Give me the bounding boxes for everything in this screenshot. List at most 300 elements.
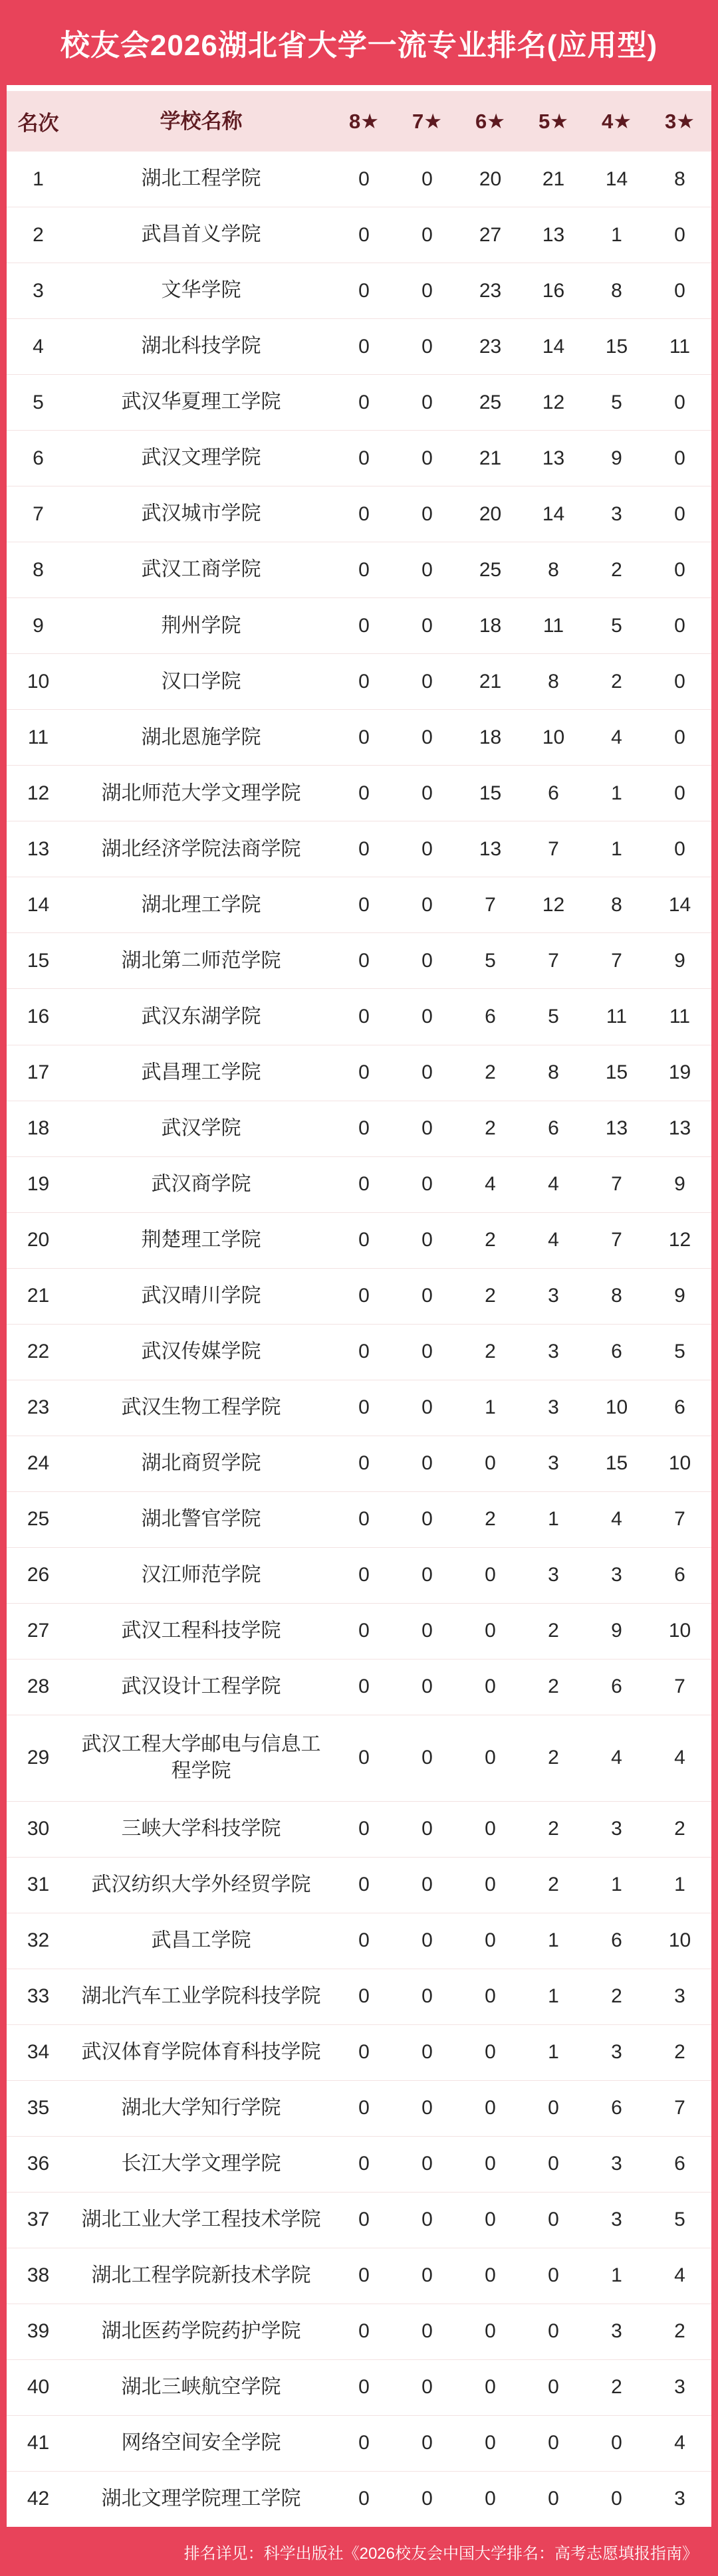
rank-cell: 29 bbox=[27, 1747, 50, 1769]
star-7-cell: 0 bbox=[421, 1747, 433, 1769]
star-7-cell: 0 bbox=[421, 558, 433, 581]
school-cell: 湖北恩施学院 bbox=[141, 726, 261, 748]
header-cell-7star: 7★ bbox=[412, 109, 443, 133]
star-4-cell: 2 bbox=[611, 2376, 622, 2399]
star-3-cell: 3 bbox=[674, 1985, 685, 2008]
star-8-cell: 0 bbox=[358, 335, 370, 358]
table-row bbox=[7, 263, 711, 318]
rank-cell: 31 bbox=[27, 1874, 50, 1896]
star-5-cell: 0 bbox=[548, 2097, 559, 2119]
school-cell: 武汉华夏理工学院 bbox=[121, 391, 281, 413]
star-5-cell: 2 bbox=[548, 1874, 559, 1896]
school-cell: 湖北商贸学院 bbox=[141, 1451, 261, 1474]
star-6-cell: 25 bbox=[479, 558, 502, 581]
star-7-cell: 0 bbox=[421, 1675, 433, 1698]
rank-cell: 30 bbox=[27, 1818, 50, 1840]
star-6-cell: 0 bbox=[485, 2488, 496, 2510]
rank-cell: 37 bbox=[27, 2208, 50, 2231]
star-5-cell: 2 bbox=[548, 1620, 559, 1642]
star-8-cell: 0 bbox=[358, 2097, 370, 2119]
table-row bbox=[7, 653, 711, 709]
title-separator bbox=[7, 85, 711, 91]
star-6-cell: 23 bbox=[479, 335, 502, 358]
star-4-cell: 6 bbox=[611, 1341, 622, 1363]
star-8-cell: 0 bbox=[358, 1005, 370, 1027]
star-4-cell: 15 bbox=[605, 1452, 628, 1475]
rank-cell: 18 bbox=[27, 1117, 50, 1140]
school-cell: 汉口学院 bbox=[161, 670, 241, 693]
table-header-row bbox=[7, 91, 711, 152]
star-7-cell: 0 bbox=[421, 2320, 433, 2343]
star-6-cell: 2 bbox=[485, 1285, 496, 1307]
star-3-cell: 6 bbox=[674, 1564, 685, 1586]
star-6-cell: 1 bbox=[485, 1396, 496, 1419]
rank-cell: 22 bbox=[27, 1341, 50, 1363]
table-row bbox=[7, 2471, 711, 2527]
table-row bbox=[7, 1491, 711, 1547]
rank-cell: 10 bbox=[27, 670, 50, 693]
star-8-cell: 0 bbox=[358, 782, 370, 804]
star-4-cell: 9 bbox=[611, 447, 622, 469]
star-5-cell: 14 bbox=[542, 335, 565, 358]
school-cell: 文华学院 bbox=[161, 279, 241, 302]
table-row bbox=[7, 1436, 711, 1491]
school-cell: 汉江师范学院 bbox=[141, 1564, 261, 1586]
table-row bbox=[7, 1547, 711, 1603]
rank-cell: 34 bbox=[27, 2041, 50, 2064]
rank-cell: 28 bbox=[27, 1675, 50, 1698]
star-3-cell: 0 bbox=[674, 279, 685, 302]
star-4-cell: 6 bbox=[611, 1675, 622, 1698]
table-row bbox=[7, 152, 711, 207]
star-5-cell: 2 bbox=[548, 1747, 559, 1769]
table-row bbox=[7, 486, 711, 542]
star-6-cell: 27 bbox=[479, 223, 502, 246]
star-4-cell: 7 bbox=[611, 1229, 622, 1251]
star-7-cell: 0 bbox=[421, 1564, 433, 1586]
table-row bbox=[7, 1801, 711, 1857]
star-8-cell: 0 bbox=[358, 1508, 370, 1531]
star-5-cell: 7 bbox=[548, 949, 559, 972]
star-8-cell: 0 bbox=[358, 2432, 370, 2454]
school-cell: 武汉体育学院体育科技学院 bbox=[81, 2040, 321, 2063]
table-row bbox=[7, 207, 711, 263]
star-3-cell: 1 bbox=[674, 1874, 685, 1896]
star-6-cell: 2 bbox=[485, 1229, 496, 1251]
school-cell: 湖北第二师范学院 bbox=[121, 949, 281, 972]
school-cell: 武汉生物工程学院 bbox=[121, 1396, 281, 1418]
star-5-cell: 12 bbox=[542, 893, 565, 916]
table-row bbox=[7, 877, 711, 932]
table-row bbox=[7, 374, 711, 430]
star-6-cell: 0 bbox=[485, 2153, 496, 2175]
rank-cell: 2 bbox=[33, 223, 44, 246]
star-4-cell: 10 bbox=[605, 1396, 628, 1419]
star-8-cell: 0 bbox=[358, 1985, 370, 2008]
star-4-cell: 3 bbox=[611, 2041, 622, 2064]
star-3-cell: 11 bbox=[669, 335, 691, 358]
star-6-cell: 21 bbox=[479, 447, 502, 469]
star-6-cell: 7 bbox=[485, 893, 496, 916]
table-row bbox=[7, 430, 711, 486]
star-6-cell: 6 bbox=[485, 1005, 496, 1027]
star-6-cell: 23 bbox=[479, 279, 502, 302]
star-3-cell: 0 bbox=[674, 614, 685, 637]
rank-cell: 24 bbox=[27, 1452, 50, 1475]
star-5-cell: 1 bbox=[548, 1508, 559, 1531]
star-5-cell: 4 bbox=[548, 1229, 559, 1251]
star-6-cell: 0 bbox=[485, 1452, 496, 1475]
star-5-cell: 8 bbox=[548, 670, 559, 693]
star-5-cell: 2 bbox=[548, 1818, 559, 1840]
rank-cell: 5 bbox=[33, 391, 44, 413]
star-8-cell: 0 bbox=[358, 614, 370, 637]
star-7-cell: 0 bbox=[421, 782, 433, 804]
table-row bbox=[7, 1659, 711, 1715]
star-7-cell: 0 bbox=[421, 1341, 433, 1363]
star-5-cell: 4 bbox=[548, 1173, 559, 1196]
star-4-cell: 11 bbox=[606, 1005, 628, 1027]
star-7-cell: 0 bbox=[421, 391, 433, 413]
star-7-cell: 0 bbox=[421, 1285, 433, 1307]
star-4-cell: 7 bbox=[611, 949, 622, 972]
star-4-cell: 9 bbox=[611, 1620, 622, 1642]
star-7-cell: 0 bbox=[421, 1117, 433, 1140]
star-4-cell: 2 bbox=[611, 670, 622, 693]
header-cell-8star: 8★ bbox=[348, 109, 380, 133]
rank-cell: 15 bbox=[27, 949, 50, 972]
star-8-cell: 0 bbox=[358, 1396, 370, 1419]
table-row bbox=[7, 1715, 711, 1801]
star-8-cell: 0 bbox=[358, 1747, 370, 1769]
star-5-cell: 3 bbox=[548, 1341, 559, 1363]
star-6-cell: 0 bbox=[485, 1874, 496, 1896]
star-3-cell: 6 bbox=[674, 2153, 685, 2175]
star-3-cell: 7 bbox=[674, 2097, 685, 2119]
star-6-cell: 2 bbox=[485, 1117, 496, 1140]
table-row bbox=[7, 318, 711, 374]
star-7-cell: 0 bbox=[421, 726, 433, 748]
star-7-cell: 0 bbox=[421, 279, 433, 302]
star-7-cell: 0 bbox=[421, 2432, 433, 2454]
star-5-cell: 8 bbox=[548, 558, 559, 581]
star-4-cell: 8 bbox=[611, 893, 622, 916]
star-3-cell: 10 bbox=[668, 1620, 691, 1642]
star-3-cell: 12 bbox=[668, 1229, 691, 1251]
rank-cell: 1 bbox=[33, 167, 44, 190]
table-row bbox=[7, 2304, 711, 2359]
star-3-cell: 0 bbox=[674, 558, 685, 581]
school-cell: 武汉纺织大学外经贸学院 bbox=[91, 1873, 311, 1895]
star-7-cell: 0 bbox=[421, 1005, 433, 1027]
school-cell: 湖北工程学院 bbox=[141, 167, 261, 190]
rank-cell: 6 bbox=[33, 447, 44, 469]
star-8-cell: 0 bbox=[358, 1929, 370, 1952]
table-row bbox=[7, 988, 711, 1044]
star-4-cell: 3 bbox=[611, 502, 622, 525]
star-4-cell: 1 bbox=[611, 1874, 622, 1896]
star-8-cell: 0 bbox=[358, 167, 370, 190]
star-8-cell: 0 bbox=[358, 949, 370, 972]
star-6-cell: 2 bbox=[485, 1341, 496, 1363]
star-4-cell: 1 bbox=[611, 782, 622, 804]
star-5-cell: 13 bbox=[542, 223, 565, 246]
star-3-cell: 9 bbox=[674, 949, 685, 972]
star-8-cell: 0 bbox=[358, 2376, 370, 2399]
table-row bbox=[7, 932, 711, 988]
star-7-cell: 0 bbox=[421, 2153, 433, 2175]
star-8-cell: 0 bbox=[358, 279, 370, 302]
star-7-cell: 0 bbox=[421, 1452, 433, 1475]
star-6-cell: 20 bbox=[479, 502, 502, 525]
star-3-cell: 3 bbox=[674, 2376, 685, 2399]
rank-cell: 21 bbox=[27, 1285, 50, 1307]
star-8-cell: 0 bbox=[358, 2488, 370, 2510]
title-band bbox=[0, 0, 718, 85]
star-7-cell: 0 bbox=[421, 893, 433, 916]
star-3-cell: 10 bbox=[668, 1452, 691, 1475]
star-4-cell: 0 bbox=[611, 2488, 622, 2510]
star-3-cell: 0 bbox=[674, 391, 685, 413]
star-5-cell: 21 bbox=[542, 167, 565, 190]
star-5-cell: 7 bbox=[548, 837, 559, 860]
school-cell: 湖北工业大学工程技术学院 bbox=[81, 2208, 321, 2231]
school-cell: 武汉设计工程学院 bbox=[121, 1675, 281, 1698]
star-4-cell: 7 bbox=[611, 1173, 622, 1196]
star-3-cell: 2 bbox=[674, 2320, 685, 2343]
star-4-cell: 8 bbox=[611, 1285, 622, 1307]
table-row bbox=[7, 1268, 711, 1324]
school-cell: 武汉工商学院 bbox=[141, 558, 261, 581]
star-5-cell: 6 bbox=[548, 782, 559, 804]
star-6-cell: 5 bbox=[485, 949, 496, 972]
rank-cell: 40 bbox=[27, 2376, 50, 2399]
school-cell: 长江大学文理学院 bbox=[121, 2153, 281, 2175]
star-4-cell: 5 bbox=[611, 391, 622, 413]
header-cell-school: 学校名称 bbox=[160, 109, 243, 133]
table-row bbox=[7, 1156, 711, 1212]
star-7-cell: 0 bbox=[421, 837, 433, 860]
star-3-cell: 9 bbox=[674, 1285, 685, 1307]
star-6-cell: 21 bbox=[479, 670, 502, 693]
star-4-cell: 3 bbox=[611, 2320, 622, 2343]
school-cell: 武汉文理学院 bbox=[141, 447, 261, 469]
star-6-cell: 0 bbox=[485, 2320, 496, 2343]
school-cell: 湖北工程学院新技术学院 bbox=[91, 2264, 311, 2287]
table-row bbox=[7, 1913, 711, 1969]
star-8-cell: 0 bbox=[358, 1117, 370, 1140]
star-4-cell: 13 bbox=[605, 1117, 628, 1140]
star-3-cell: 0 bbox=[674, 223, 685, 246]
star-7-cell: 0 bbox=[421, 1620, 433, 1642]
star-8-cell: 0 bbox=[358, 391, 370, 413]
star-3-cell: 0 bbox=[674, 782, 685, 804]
school-cell: 武汉工程科技学院 bbox=[121, 1620, 281, 1642]
star-3-cell: 6 bbox=[674, 1396, 685, 1419]
star-4-cell: 15 bbox=[605, 1061, 628, 1084]
star-7-cell: 0 bbox=[421, 447, 433, 469]
star-7-cell: 0 bbox=[421, 223, 433, 246]
star-8-cell: 0 bbox=[358, 726, 370, 748]
school-cell: 武汉商学院 bbox=[151, 1172, 251, 1195]
star-4-cell: 1 bbox=[611, 223, 622, 246]
star-4-cell: 5 bbox=[611, 614, 622, 637]
table-row bbox=[7, 597, 711, 653]
school-cell: 湖北医药学院药护学院 bbox=[101, 2320, 301, 2343]
star-6-cell: 0 bbox=[485, 1564, 496, 1586]
rank-cell: 4 bbox=[33, 335, 44, 358]
star-6-cell: 18 bbox=[479, 614, 502, 637]
star-7-cell: 0 bbox=[421, 2264, 433, 2287]
school-cell: 湖北经济学院法商学院 bbox=[101, 837, 301, 860]
star-8-cell: 0 bbox=[358, 2264, 370, 2287]
rank-cell: 38 bbox=[27, 2264, 50, 2287]
star-7-cell: 0 bbox=[421, 335, 433, 358]
star-7-cell: 0 bbox=[421, 1985, 433, 2008]
star-5-cell: 16 bbox=[542, 279, 565, 302]
star-4-cell: 4 bbox=[611, 1747, 622, 1769]
footer-note: 排名详见：科学出版社《2026校友会中国大学排名：高考志愿填报指南》 bbox=[183, 2544, 698, 2563]
rank-cell: 8 bbox=[33, 558, 44, 581]
school-cell: 湖北三峡航空学院 bbox=[121, 2376, 281, 2399]
table-row bbox=[7, 1101, 711, 1156]
star-7-cell: 0 bbox=[421, 1396, 433, 1419]
star-5-cell: 5 bbox=[548, 1005, 559, 1027]
star-3-cell: 14 bbox=[668, 893, 691, 916]
rank-cell: 27 bbox=[27, 1620, 50, 1642]
star-3-cell: 0 bbox=[674, 726, 685, 748]
star-7-cell: 0 bbox=[421, 1508, 433, 1531]
star-3-cell: 10 bbox=[668, 1929, 691, 1952]
star-5-cell: 3 bbox=[548, 1564, 559, 1586]
star-7-cell: 0 bbox=[421, 1173, 433, 1196]
table-row bbox=[7, 2080, 711, 2136]
star-4-cell: 14 bbox=[605, 167, 628, 190]
table-row bbox=[7, 821, 711, 877]
star-3-cell: 4 bbox=[674, 1747, 685, 1769]
star-8-cell: 0 bbox=[358, 2153, 370, 2175]
star-8-cell: 0 bbox=[358, 837, 370, 860]
rank-cell: 42 bbox=[27, 2488, 50, 2510]
star-7-cell: 0 bbox=[421, 167, 433, 190]
school-cell: 网络空间安全学院 bbox=[121, 2432, 281, 2454]
star-7-cell: 0 bbox=[421, 2041, 433, 2064]
table-row bbox=[7, 1324, 711, 1380]
star-4-cell: 8 bbox=[611, 279, 622, 302]
star-7-cell: 0 bbox=[421, 1818, 433, 1840]
school-cell: 湖北科技学院 bbox=[141, 335, 261, 358]
rank-cell: 39 bbox=[27, 2320, 50, 2343]
star-5-cell: 0 bbox=[548, 2153, 559, 2175]
star-5-cell: 11 bbox=[542, 614, 564, 637]
star-3-cell: 9 bbox=[674, 1173, 685, 1196]
rank-cell: 19 bbox=[27, 1173, 50, 1196]
star-6-cell: 0 bbox=[485, 1747, 496, 1769]
star-5-cell: 1 bbox=[548, 1985, 559, 2008]
star-8-cell: 0 bbox=[358, 2208, 370, 2231]
star-5-cell: 0 bbox=[548, 2208, 559, 2231]
star-3-cell: 11 bbox=[669, 1005, 691, 1027]
star-6-cell: 13 bbox=[479, 837, 502, 860]
star-4-cell: 3 bbox=[611, 2153, 622, 2175]
school-cell: 湖北警官学院 bbox=[141, 1508, 261, 1531]
star-8-cell: 0 bbox=[358, 1061, 370, 1084]
star-4-cell: 15 bbox=[605, 335, 628, 358]
star-7-cell: 0 bbox=[421, 502, 433, 525]
star-3-cell: 8 bbox=[674, 167, 685, 190]
star-8-cell: 0 bbox=[358, 670, 370, 693]
table-row bbox=[7, 1212, 711, 1268]
star-5-cell: 0 bbox=[548, 2320, 559, 2343]
rank-cell: 16 bbox=[27, 1005, 50, 1027]
table-row bbox=[7, 1857, 711, 1913]
star-5-cell: 6 bbox=[548, 1117, 559, 1140]
rank-cell: 9 bbox=[33, 614, 44, 637]
school-cell: 武昌理工学院 bbox=[141, 1061, 261, 1083]
star-3-cell: 3 bbox=[674, 2488, 685, 2510]
rank-cell: 35 bbox=[27, 2097, 50, 2119]
table-row bbox=[7, 765, 711, 821]
star-7-cell: 0 bbox=[421, 949, 433, 972]
rank-cell: 26 bbox=[27, 1564, 50, 1586]
star-8-cell: 0 bbox=[358, 1229, 370, 1251]
star-8-cell: 0 bbox=[358, 1341, 370, 1363]
star-3-cell: 0 bbox=[674, 447, 685, 469]
star-8-cell: 0 bbox=[358, 893, 370, 916]
star-7-cell: 0 bbox=[421, 2208, 433, 2231]
school-cell: 武汉工程大学邮电与信息工程学院 bbox=[81, 1733, 321, 1782]
star-8-cell: 0 bbox=[358, 502, 370, 525]
header-cell-4star: 4★ bbox=[601, 109, 632, 133]
star-3-cell: 5 bbox=[674, 1341, 685, 1363]
rank-cell: 36 bbox=[27, 2153, 50, 2175]
rank-cell: 17 bbox=[27, 1061, 50, 1084]
rank-cell: 3 bbox=[33, 279, 44, 302]
star-6-cell: 0 bbox=[485, 2041, 496, 2064]
star-8-cell: 0 bbox=[358, 558, 370, 581]
school-cell: 武汉晴川学院 bbox=[141, 1284, 261, 1307]
star-4-cell: 6 bbox=[611, 1929, 622, 1952]
table-card bbox=[7, 85, 711, 2527]
school-cell: 三峡大学科技学院 bbox=[121, 1817, 281, 1840]
table-row bbox=[7, 2415, 711, 2471]
star-7-cell: 0 bbox=[421, 1229, 433, 1251]
star-6-cell: 0 bbox=[485, 1675, 496, 1698]
star-5-cell: 2 bbox=[548, 1675, 559, 1698]
table-row bbox=[7, 2192, 711, 2248]
star-5-cell: 1 bbox=[548, 1929, 559, 1952]
school-cell: 武昌工学院 bbox=[151, 1929, 251, 1951]
rank-cell: 23 bbox=[27, 1396, 50, 1419]
star-8-cell: 0 bbox=[358, 447, 370, 469]
school-cell: 武汉传媒学院 bbox=[141, 1340, 261, 1362]
star-8-cell: 0 bbox=[358, 1173, 370, 1196]
star-8-cell: 0 bbox=[358, 1285, 370, 1307]
footer-band bbox=[0, 2527, 718, 2576]
star-4-cell: 1 bbox=[611, 837, 622, 860]
star-8-cell: 0 bbox=[358, 1874, 370, 1896]
header-cell-5star: 5★ bbox=[538, 109, 569, 133]
table-row bbox=[7, 542, 711, 597]
star-6-cell: 25 bbox=[479, 391, 502, 413]
rank-cell: 7 bbox=[33, 502, 44, 525]
table-row bbox=[7, 1603, 711, 1659]
star-3-cell: 4 bbox=[674, 2264, 685, 2287]
star-5-cell: 0 bbox=[548, 2264, 559, 2287]
star-8-cell: 0 bbox=[358, 1818, 370, 1840]
star-6-cell: 0 bbox=[485, 2208, 496, 2231]
school-cell: 荆州学院 bbox=[161, 614, 241, 637]
